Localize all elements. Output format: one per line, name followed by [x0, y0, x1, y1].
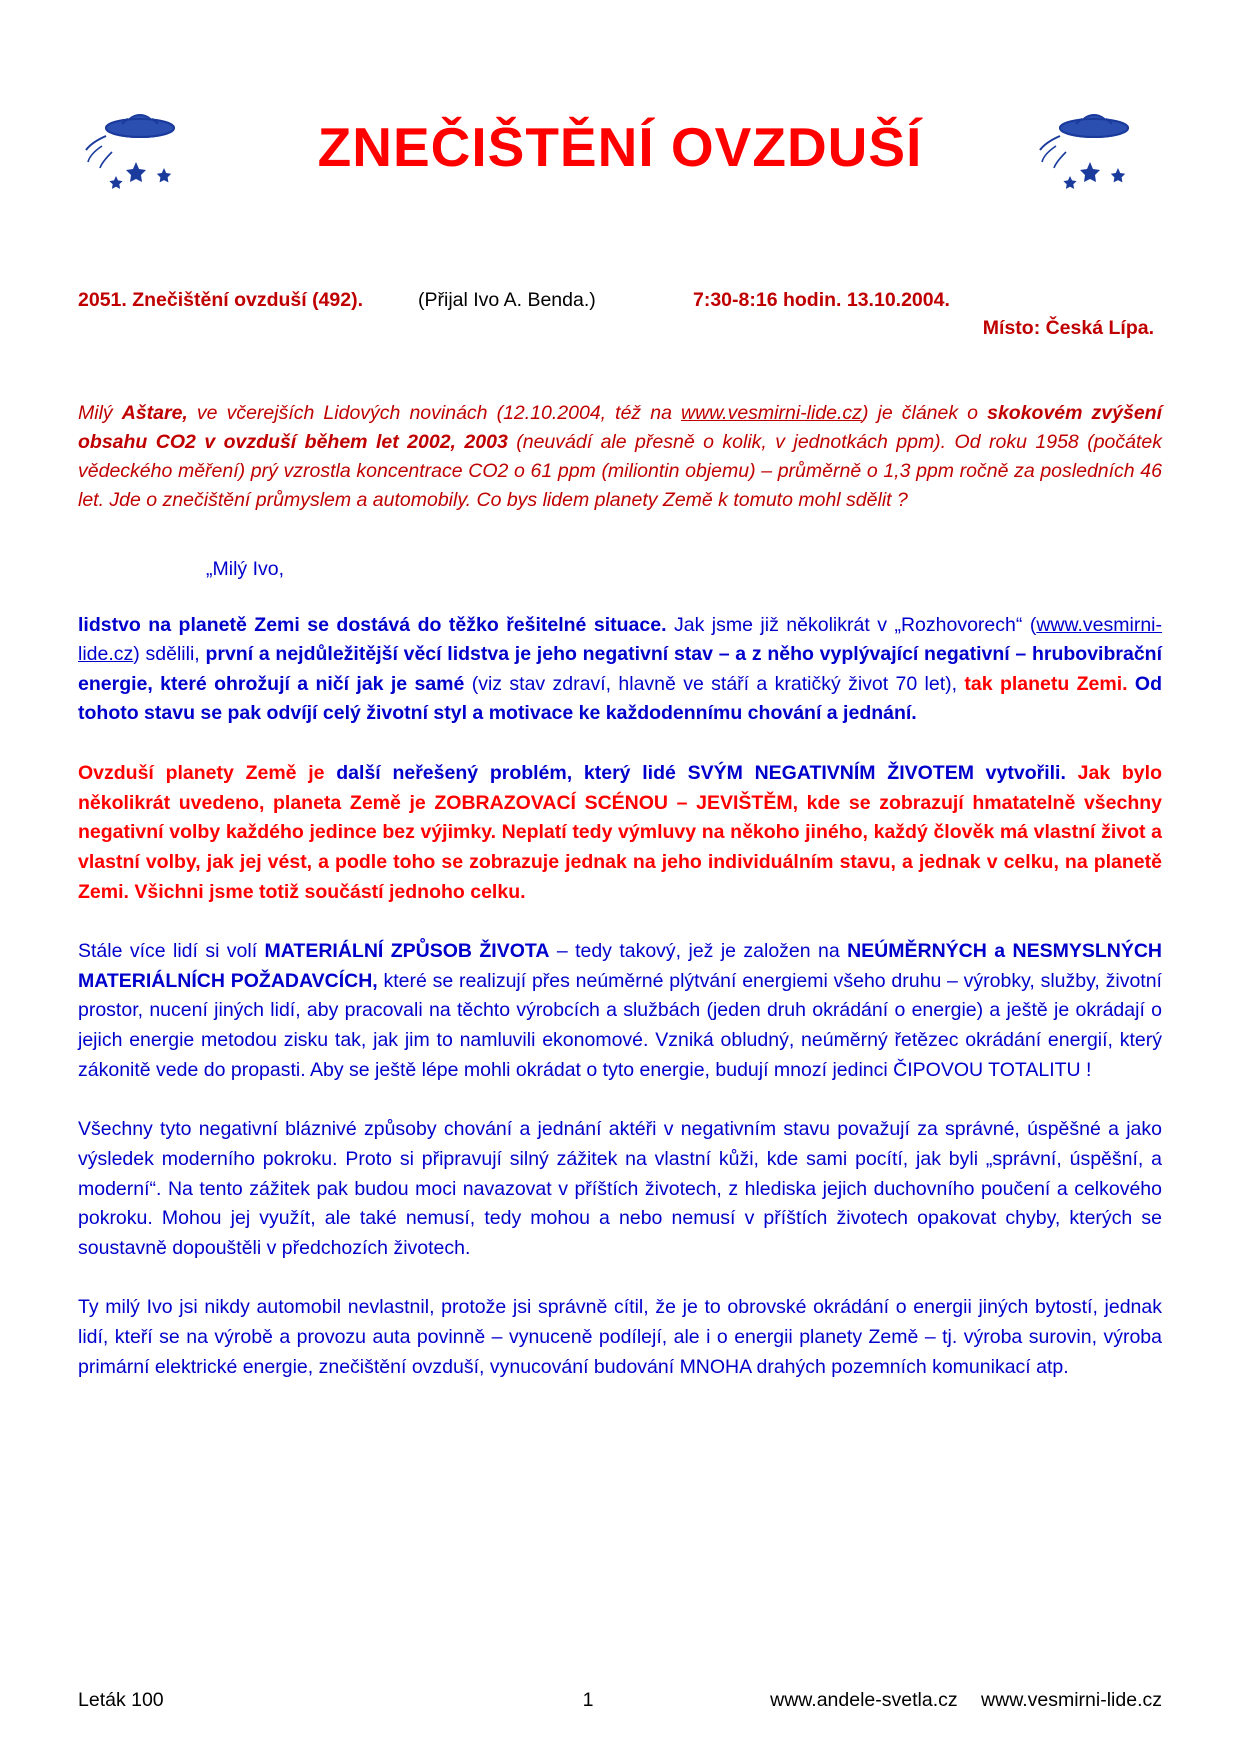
- vesmirni-lide-link[interactable]: www.vesmirni-lide.cz: [78, 613, 1162, 666]
- document-masthead: [78, 88, 1162, 208]
- question-part-3: ) je článek o: [861, 401, 988, 424]
- question-paragraph: [78, 399, 1162, 516]
- message-number: 2051. Znečištění ovzduší (492).: [78, 289, 364, 311]
- p1-text-1: Jak jsme již několikrát v „Rozhovorech“ (: [666, 613, 1037, 636]
- p1-text-3: (viz stav zdraví, hlavně ve stáří a kratičký život 70 let),: [464, 672, 965, 695]
- p3-text-3: které se realizují přes neúměrné plýtvání energiemi všeho druhu – výrobky, služby, životní prostor, nucení jiných lidí, aby pracovali na těchto výrobcích a službách (jeden druh okrádání o energie) a ještě je okrádají o jejich energie metodou zisku tak, jak jim to namluvili ekonomové. Vzniká obludný, neúměrný řetězec okrádání energií, který zákonitě vede do propasti. Aby se ještě lépe mohli okrádat o tyto energie, budují mnozí jedinci ČIPOVOU TOTALITU !: [78, 969, 1162, 1081]
- answer-paragraph-4: Všechny tyto negativní bláznivé způsoby chování a jednání aktéři v negativním stavu považují za správné, úspěšné a jako výsledek moderního pokroku. Proto si připravují silný zážitek na vlastní kůži, kde sami pocítí, jak byli „správní, úspěšní, a moderní“. Na tento zážitek pak budou moci navazovat v příštích životech, z hlediska jejich duchovního poučení a celkového pokroku. Mohou jej využít, ale také nemusí, tedy mohou a nebo nemusí v příštích životech opakovat chyby, kterých se soustavně dopouštěli v předchozích životech.: [78, 1118, 1162, 1259]
- ufo-icon: [78, 88, 208, 208]
- p3-bold-1: MATERIÁLNÍ ZPŮSOB ŽIVOTA: [264, 940, 550, 963]
- answer-paragraph-3: [78, 937, 1162, 1085]
- p3-text-2: – tedy takový, jež je založen na: [549, 940, 848, 963]
- p3-text-1: Stále více lidí si volí: [78, 940, 265, 963]
- p1-bold-2: první a nejdůležitější věcí lidstva je jeho negativní stav – a z něho vyplývající negativní – hrubovibrační energie, které ohrožují a ničí jak je samé: [78, 643, 1162, 695]
- p1-bold-1: lidstvo na planetě Zemi se dostává do těžko řešitelné situace.: [78, 613, 667, 636]
- message-time-date: 7:30-8:16 hodin. 13.10.2004.: [693, 289, 950, 311]
- answer-paragraph-1: [78, 611, 1162, 730]
- message-place: Místo: Česká Lípa.: [982, 317, 1154, 340]
- p1-text-2: ) sdělili,: [133, 643, 206, 666]
- message-meta: [78, 286, 1162, 343]
- p3-bold-2: NEÚMĚRNÝCH a NESMYSLNÝCH MATERIÁLNÍCH POŽADAVCÍCH,: [78, 940, 1163, 992]
- question-part-2: ve včerejších Lidových novinách (12.10.2004, též na: [187, 401, 681, 424]
- footer-site-2: www.vesmirni-lide.cz: [981, 1689, 1162, 1711]
- page-title: ZNEČIŠTĚNÍ OVZDUŠÍ: [317, 116, 923, 179]
- page-footer: [78, 1689, 1162, 1712]
- footer-sites: [618, 1689, 1162, 1712]
- p1-red-highlight: tak planetu Zemi.: [964, 672, 1128, 695]
- p2-red-2: Jak bylo několikrát uvedeno, planeta Země je ZOBRAZOVACÍ SCÉNOU – JEVIŠTĚM, kde se zobrazují hmatatelně všechny negativní volby každého jedince bez výjimky. Neplatí tedy výmluvy na někoho jiného, každý člověk má vlastní život a vlastní volby, jak jej vést, a podle toho se zobrazuje jednak na jeho individuálním stavu, a jednak v celku, na planetě Zemi. Všichni jsme totiž součástí jednoho celku.: [78, 762, 1162, 903]
- footer-site-1: www.andele-svetla.cz: [770, 1689, 958, 1711]
- question-part-1: Milý: [78, 401, 122, 424]
- footer-leaflet: Leták 100: [78, 1689, 164, 1711]
- answer-paragraph-2: [78, 759, 1162, 907]
- ufo-icon: [1032, 88, 1162, 208]
- message-receiver: (Přijal Ivo A. Benda.): [418, 289, 596, 311]
- answer-paragraph-5: Ty milý Ivo jsi nikdy automobil nevlastnil, protože jsi správně cítil, že je to obrovské okrádání o energii jiných bytostí, jednak lidí, kteří se na výrobě a provozu auta povinně – vynuceně podílejí, ale i o energii planety Země – tj. výroba surovin, výroba primární elektrické energie, znečištění ovzduší, vynucování budování MNOHA drahých pozemních komunikací atp.: [78, 1296, 1162, 1378]
- p1-bold-3: Od tohoto stavu se pak odvíjí celý životní styl a motivace ke každodennímu chování a jednání.: [78, 672, 1163, 725]
- vesmirni-lide-link[interactable]: www.vesmirni-lide.cz: [680, 401, 862, 424]
- question-part-4: (neuvádí ale přesně o kolik, v jednotkách ppm). Od roku 1958 (počátek vědeckého měření) prý vzrostla koncentrace CO2 o 61 ppm (miliontin objemu) – průměrně o 1,3 ppm ročně za posledních 46 let. Jde o znečištění průmyslem a automobily. Co bys lidem planety Země k tomuto mohl sdělit ?: [78, 430, 1163, 512]
- p2-red-1: Ovzduší planety Země je: [78, 762, 325, 785]
- question-bold-1: skokovém zvýšení obsahu CO2 v ovzduší během let 2002, 2003: [78, 401, 1163, 453]
- question-addressee: Aštare,: [121, 401, 188, 424]
- answer-salutation: „Milý Ivo,: [206, 557, 284, 580]
- p2-blue-1: další neřešený problém, který lidé SVÝM NEGATIVNÍM ŽIVOTEM vytvořili.: [324, 762, 1066, 785]
- footer-page-number: 1: [582, 1689, 594, 1711]
